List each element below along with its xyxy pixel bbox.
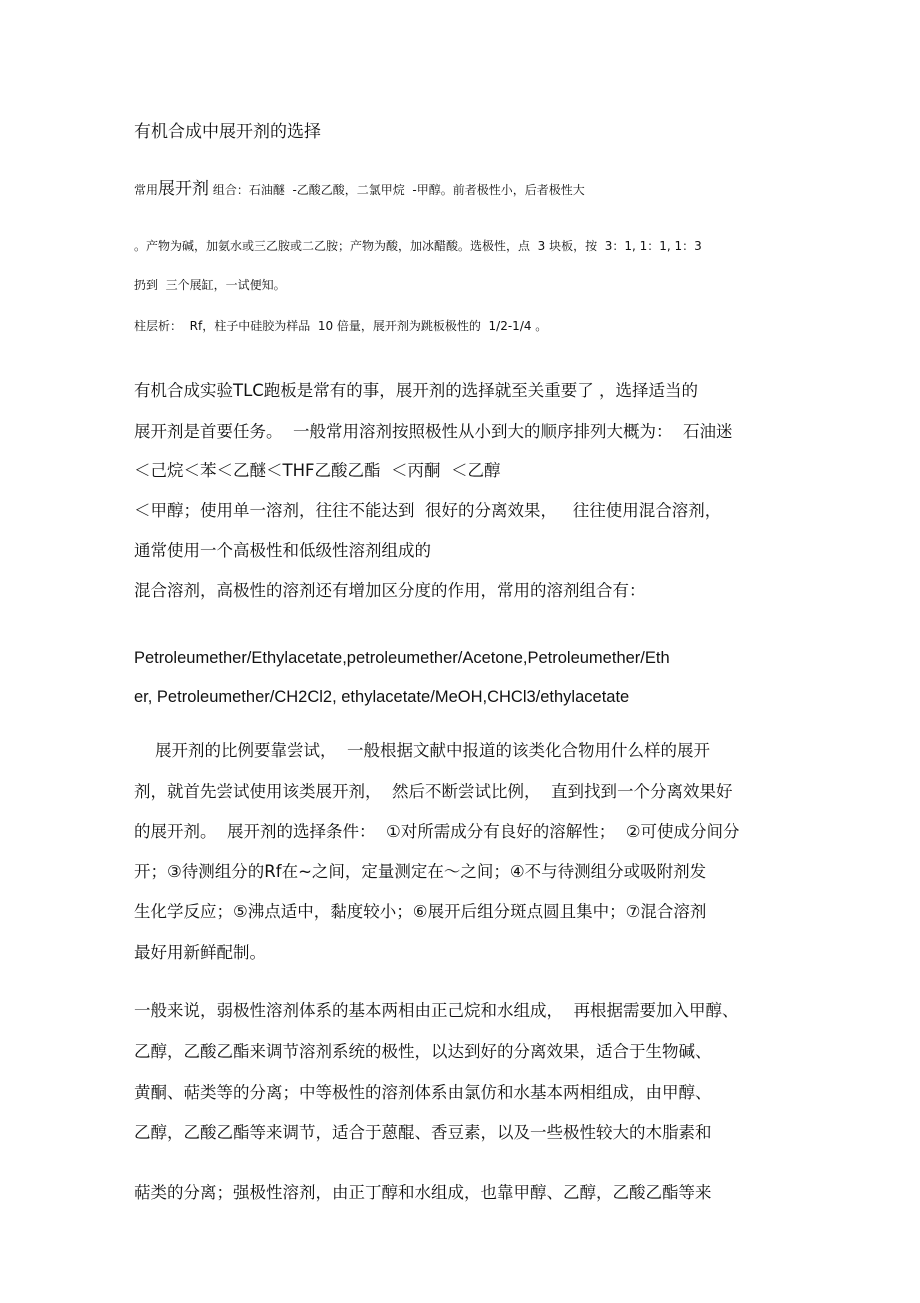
- paragraph-line: 的展开剂。 展开剂的选择条件： ①对所需成分有良好的溶解性； ②可使成分间分: [134, 822, 740, 841]
- paragraph-line: 展开剂是首要任务。 一般常用溶剂按照极性从小到大的顺序排列大概为： 石油迷: [134, 422, 733, 441]
- intro-line-3: 扔到 三个展缸，一试便知。: [134, 278, 286, 292]
- paragraph-line: 乙醇，乙酸乙酯来调节溶剂系统的极性，以达到好的分离效果，适合于生物碱、: [134, 1042, 712, 1061]
- solvent-list-line: Petroleumether/Ethylacetate,petroleumether/Acetone,Petroleumether/Eth: [134, 649, 670, 667]
- paragraph-line: 展开剂的比例要靠尝试， 一般根据文献中报道的该类化合物用什么样的展开: [134, 741, 710, 760]
- paragraph-line: 黄酮、萜类等的分离；中等极性的溶剂体系由氯仿和水基本两相组成，由甲醇、: [134, 1083, 712, 1102]
- paragraph-line: 生化学反应；⑤沸点适中，黏度较小；⑥展开后组分斑点圆且集中；⑦混合溶剂: [134, 902, 707, 921]
- paragraph-line: 开；③待测组分的Rf在~之间，定量测定在～之间；④不与待测组分或吸附剂发: [134, 862, 707, 881]
- page-title: 有机合成中展开剂的选择: [134, 122, 321, 142]
- paragraph-line: 剂，就首先尝试使用该类展开剂， 然后不断尝试比例， 直到找到一个分离效果好: [134, 782, 733, 801]
- intro-emphasis: 展开剂: [158, 179, 210, 199]
- paragraph-line: ＜甲醇；使用单一溶剂，往往不能达到 很好的分离效果， 往往使用混合溶剂，: [134, 501, 722, 520]
- paragraph-line: 一般来说，弱极性溶剂体系的基本两相由正己烷和水组成， 再根据需要加入甲醇、: [134, 1001, 739, 1020]
- solvent-list-line: er, Petroleumether/CH2Cl2, ethylacetate/MeOH,CHCl3/ethylacetate: [134, 688, 630, 706]
- intro-rest: 组合：石油醚 -乙酸乙酸，二氯甲烷 -甲醇。前者极性小，后者极性大: [209, 183, 585, 197]
- paragraph-line: 混合溶剂，高极性的溶剂还有增加区分度的作用，常用的溶剂组合有：: [134, 581, 646, 600]
- intro-prefix: 常用: [134, 183, 159, 197]
- intro-line-2: 。产物为碱，加氨水或三乙胺或二乙胺；产物为酸，加冰醋酸。选极性，点 3 块板，按 3：1, 1：1, 1：3: [134, 239, 702, 253]
- paragraph-line: 有机合成实验TLC跑板是常有的事，展开剂的选择就至关重要了 ，选择适当的: [134, 381, 699, 400]
- intro-line-1: [134, 181, 585, 198]
- paragraph-line: 通常使用一个高极性和低级性溶剂组成的: [134, 541, 431, 560]
- intro-line-4: 柱层析： Rf，柱子中硅胶为样品 10 倍量，展开剂为跳板极性的 1/2-1/4 。: [134, 319, 548, 333]
- paragraph-line: 乙醇，乙酸乙酯等来调节，适合于蒽醌、香豆素，以及一些极性较大的木脂素和: [134, 1123, 712, 1142]
- paragraph-line: 最好用新鲜配制。: [134, 943, 266, 962]
- paragraph-line: ＜己烷＜苯＜乙醚＜THF乙酸乙酯 ＜丙酮 ＜乙醇: [134, 461, 501, 480]
- paragraph-line: 萜类的分离；强极性溶剂，由正丁醇和水组成，也靠甲醇、乙醇，乙酸乙酯等来: [134, 1183, 712, 1202]
